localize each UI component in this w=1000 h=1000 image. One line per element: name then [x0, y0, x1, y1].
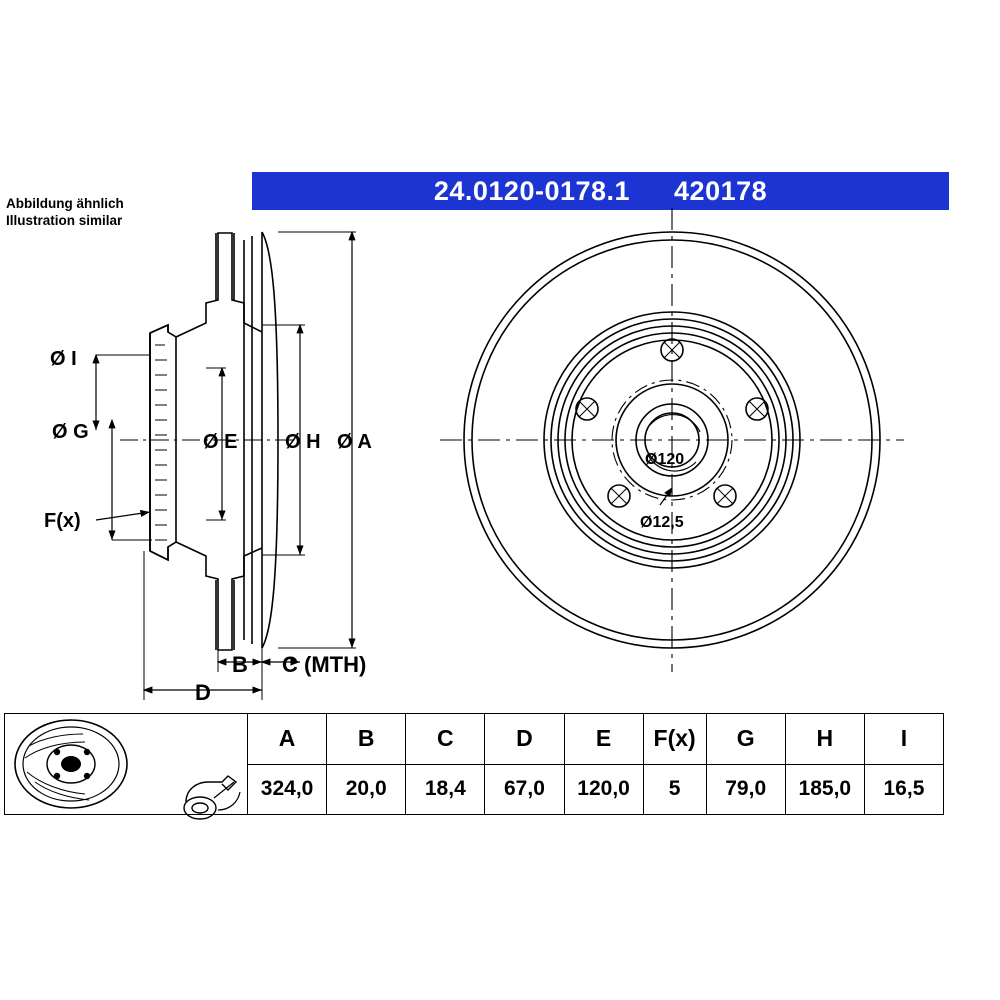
table-header-cell: H [785, 714, 864, 765]
label-diameter-i: Ø I [50, 348, 77, 370]
table-value-cell: 16,5 [864, 764, 943, 815]
table-value-cell: 67,0 [485, 764, 564, 815]
spec-table [4, 713, 944, 815]
table-header-cell: B [327, 714, 406, 765]
table-header-cell: A [248, 714, 327, 765]
table-value-cell: 79,0 [706, 764, 785, 815]
label-bolt-hole: Ø12,5 [640, 514, 684, 531]
table-value-cell: 20,0 [327, 764, 406, 815]
table-value-cell: 324,0 [248, 764, 327, 815]
table-header-cell: F(x) [643, 714, 706, 765]
label-d: D [195, 680, 211, 705]
label-diameter-e: Ø E [203, 431, 238, 453]
table-value-cell: 5 [643, 764, 706, 815]
table-header-cell: G [706, 714, 785, 765]
table-value-cell: 185,0 [785, 764, 864, 815]
label-f-x: F(x) [44, 510, 81, 532]
table-header-cell: D [485, 714, 564, 765]
front-view [440, 208, 904, 672]
illustration-note-en: Illustration similar [6, 212, 123, 228]
table-header-cell: E [564, 714, 643, 765]
table-header-cell: I [864, 714, 943, 765]
part-number: 24.0120-0178.1 [433, 175, 631, 206]
label-diameter-a: Ø A [337, 431, 372, 453]
label-diameter-g: Ø G [52, 421, 89, 443]
table-header-row [5, 714, 944, 765]
label-diameter-h: Ø H [285, 431, 321, 453]
table-value-cell: 18,4 [406, 764, 485, 815]
table-value-cell: 120,0 [564, 764, 643, 815]
label-bolt-circle: Ø120 [645, 451, 685, 468]
reference-number: 420178 [674, 175, 768, 206]
label-c-mth: C (MTH) [282, 652, 367, 677]
table-header-cell: C [406, 714, 485, 765]
brake-tool-icon [178, 768, 248, 829]
illustration-note-de: Abbildung ähnlich [6, 196, 124, 211]
label-b: B [232, 652, 248, 677]
